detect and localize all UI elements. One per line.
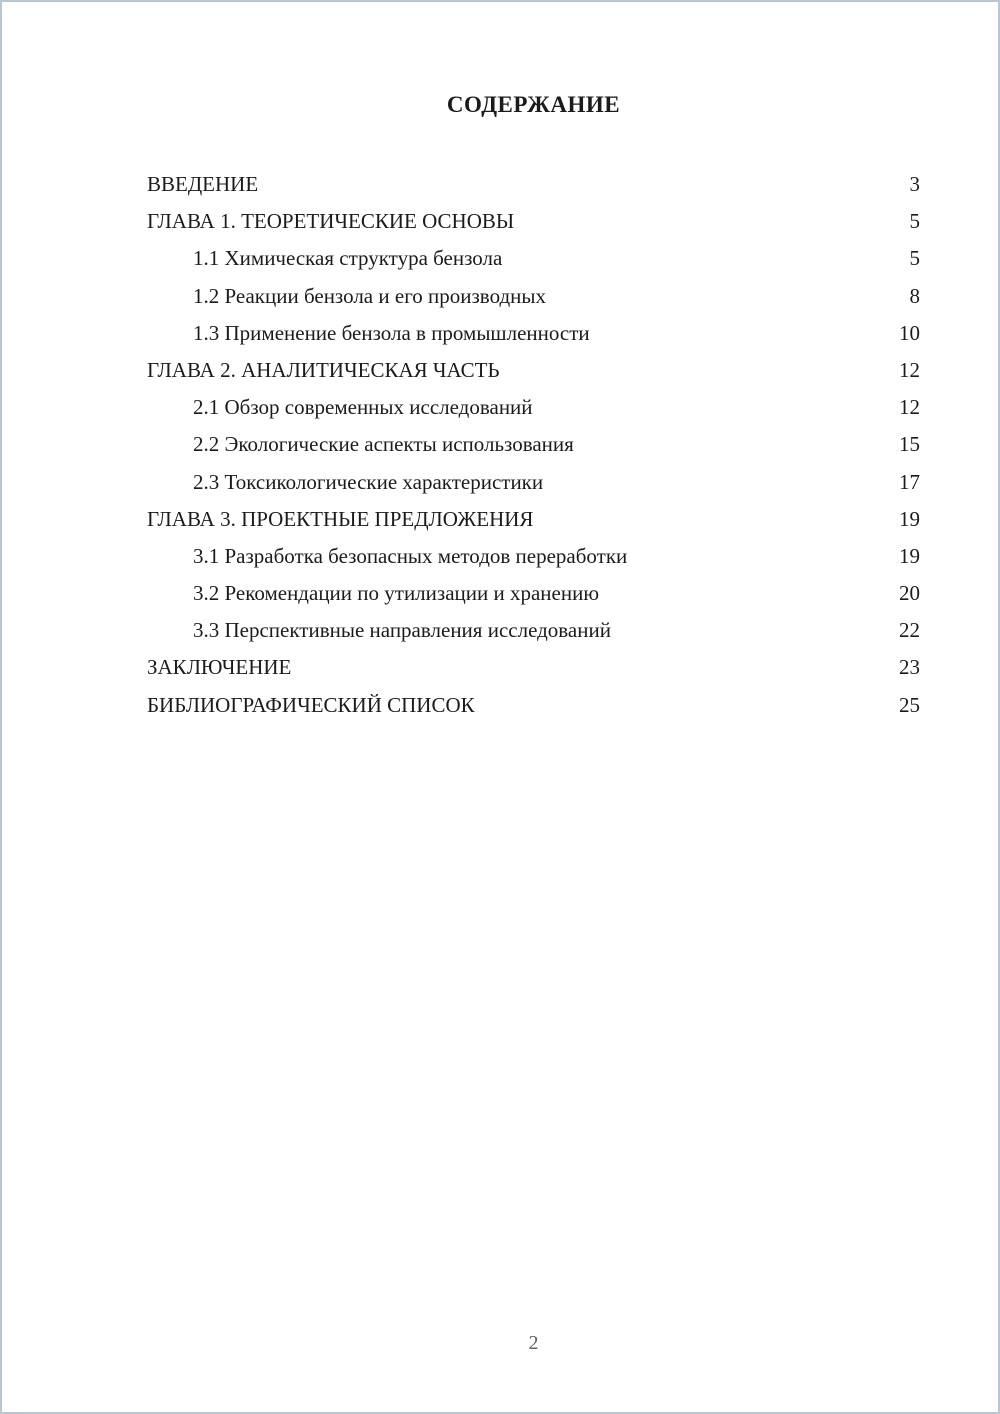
toc-list [147,166,920,724]
toc-entry [147,501,920,538]
toc-entry-label: 1.2 Реакции бензола и его производных [193,283,547,308]
page-number: 2 [528,1332,539,1354]
toc-entry-page: 10 [899,320,920,345]
toc-entry-page: 25 [899,692,920,717]
toc-entry [147,240,920,277]
toc-entry [147,278,920,315]
toc-entry [147,649,920,686]
toc-entry [147,166,920,203]
toc-entry-label: 2.1 Обзор современных исследований [193,395,533,420]
toc-entry-label: 2.3 Токсикологические характеристики [193,469,544,494]
toc-entry-page: 22 [899,618,920,643]
toc-entry-page: 19 [899,506,920,531]
toc-entry-page: 8 [909,283,920,308]
toc-entry-label: 3.2 Рекомендации по утилизации и хранению [193,581,600,606]
toc-entry-page: 15 [899,432,920,457]
toc-entry-page: 12 [899,357,920,382]
toc-entry-label: ГЛАВА 2. АНАЛИТИЧЕСКАЯ ЧАСТЬ [147,357,500,382]
toc-entry-label: ГЛАВА 1. ТЕОРЕТИЧЕСКИЕ ОСНОВЫ [147,209,515,234]
toc-entry-label: 3.1 Разработка безопасных методов переработки [193,543,628,568]
toc-entry [147,389,920,426]
toc-entry [147,612,920,649]
toc-entry-page: 17 [899,469,920,494]
toc-entry-page: 3 [909,172,920,196]
toc-entry-label: 1.1 Химическая структура бензола [193,246,503,271]
toc-entry-label: ЗАКЛЮЧЕНИЕ [147,655,292,680]
toc-entry-label: БИБЛИОГРАФИЧЕСКИЙ СПИСОК [147,692,475,717]
toc-entry-label: 1.3 Применение бензола в промышленности [193,320,590,345]
page-title: СОДЕРЖАНИЕ [446,92,621,117]
toc-entry-page: 19 [899,543,920,568]
toc-entry-label: ГЛАВА 3. ПРОЕКТНЫЕ ПРЕДЛОЖЕНИЯ [147,506,534,531]
toc-entry [147,538,920,575]
toc-entry [147,464,920,501]
toc-entry [147,426,920,463]
toc-entry-page: 5 [909,246,920,271]
toc-entry [147,687,920,724]
toc-entry-label: 3.3 Перспективные направления исследований [193,618,611,643]
toc-entry-page: 12 [899,395,920,420]
toc-entry-page: 23 [899,655,920,680]
toc-entry [147,352,920,389]
toc-entry-page: 20 [899,581,920,606]
toc-entry [147,203,920,240]
toc-entry-label: ВВЕДЕНИЕ [147,172,259,196]
toc-entry-label: 2.2 Экологические аспекты использования [193,432,574,457]
toc-entry [147,575,920,612]
toc-entry-page: 5 [909,209,920,234]
toc-entry [147,315,920,352]
